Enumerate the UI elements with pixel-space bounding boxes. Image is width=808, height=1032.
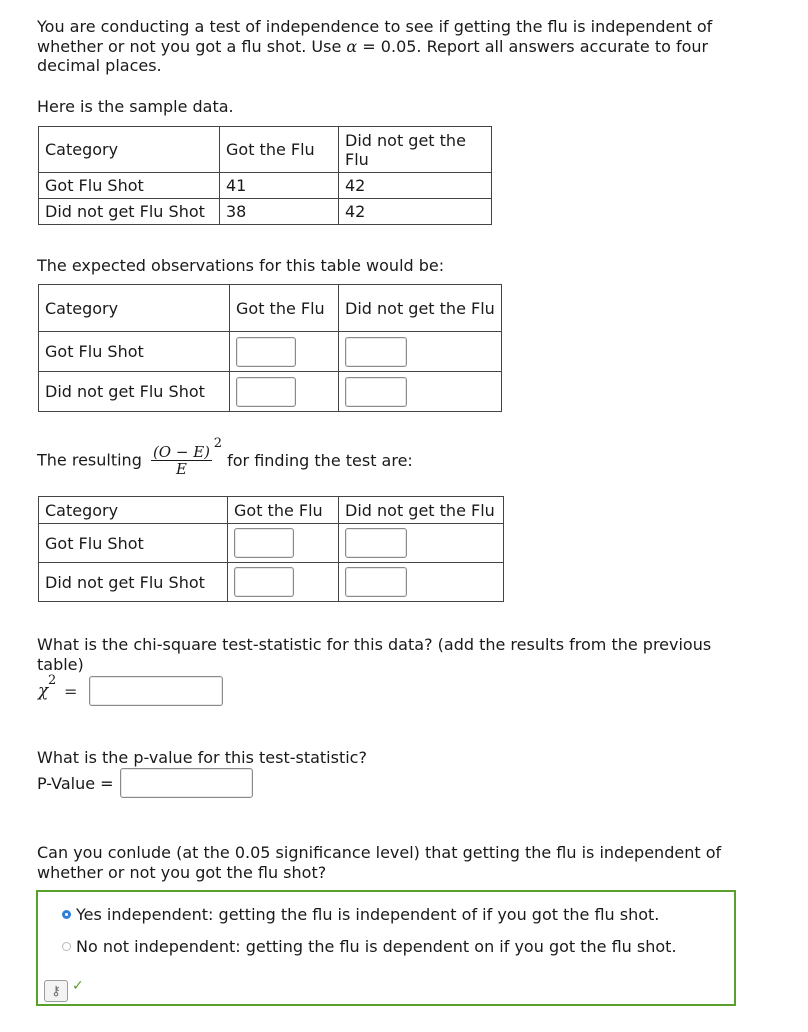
table-row [39,372,502,412]
contrib-header-got-flu: Got the Flu [228,497,339,524]
p-value-prompt: What is the p-value for this test-statistic? [37,748,367,767]
sample-header-category: Category [39,127,220,173]
sample-cell-category: Did not get Flu Shot [39,199,220,225]
sample-table [38,126,492,225]
contrib-header-category: Category [39,497,228,524]
chi-symbol: χ [38,681,49,701]
contrib-got-flu-shot-got-flu-input[interactable] [234,528,294,558]
contrib-cell-category: Did not get Flu Shot [39,563,228,602]
formula-exponent: 2 [213,436,223,451]
contrib-cell-category: Got Flu Shot [39,524,228,563]
sample-cell-not-flu: 42 [339,173,492,199]
table-row [39,332,502,372]
contrib-no-flu-shot-not-flu-input[interactable] [345,567,407,597]
expected-header-category: Category [39,285,230,332]
chi-square-prompt: What is the chi-square test-statistic for this data? (add the results from the previous table) [37,635,712,674]
expected-got-flu-shot-got-flu-input[interactable] [236,337,296,367]
expected-no-flu-shot-got-flu-input[interactable] [236,377,296,407]
option-independent-label: Yes independent: getting the flu is independent of if you got the flu shot. [76,905,660,924]
table-row [39,524,504,563]
expected-table [38,284,502,412]
question-intro: You are conducting a test of independence to see if getting the flu is independent of whether or not you got a flu shot. Use α = 0.05. Report all answers accurate to four decimal places. [37,17,713,75]
conclusion-answer-box [36,890,736,1006]
radio-selected-icon[interactable] [62,910,71,919]
sample-header-got-flu: Got the Flu [220,127,339,173]
radio-unselected-icon[interactable] [62,942,71,951]
chi-square-row [38,673,223,706]
expected-heading: The expected observations for this table would be: [37,256,445,275]
key-icon: ⚷ [51,983,61,999]
table-row [39,199,492,225]
p-value-row [37,768,253,798]
p-value-input[interactable] [120,768,253,798]
sample-cell-not-flu: 42 [339,199,492,225]
sample-cell-got-flu: 38 [220,199,339,225]
alpha-symbol: α [346,36,358,56]
key-button[interactable] [44,980,68,1002]
correct-check-icon: ✓ [72,978,84,994]
p-value-label: P-Value = [37,773,114,793]
chi-equals: = [64,681,78,701]
chi-exponent: 2 [48,673,57,688]
formula-fraction [151,436,223,478]
expected-header-got-flu: Got the Flu [230,285,339,332]
sample-cell-category: Got Flu Shot [39,173,220,199]
contrib-table [38,496,504,602]
option-independent[interactable] [62,905,659,924]
contrib-got-flu-shot-not-flu-input[interactable] [345,528,407,558]
expected-cell-category: Did not get Flu Shot [39,372,230,412]
table-row [39,563,504,602]
table-row [39,173,492,199]
expected-got-flu-shot-not-flu-input[interactable] [345,337,407,367]
expected-header-not-flu: Did not get the Flu [339,285,502,332]
option-not-independent-label: No not independent: getting the flu is dependent on if you got the flu shot. [76,937,677,956]
formula-denominator: E [176,460,187,478]
chi-square-input[interactable] [89,676,223,706]
contrib-heading: The resulting $\frac{(O - E)}{E}$ 2 for finding the test are: [37,436,413,478]
sample-header-not-flu: Did not get the Flu [339,127,492,173]
contrib-no-flu-shot-got-flu-input[interactable] [234,567,294,597]
formula-numerator: (O − E) [152,443,211,461]
sample-heading: Here is the sample data. [37,97,234,116]
conclusion-prompt: Can you conlude (at the 0.05 significance level) that getting the flu is independent of whether or not you got the flu shot? [37,843,722,882]
contrib-header-not-flu: Did not get the Flu [339,497,504,524]
expected-no-flu-shot-not-flu-input[interactable] [345,377,407,407]
expected-cell-category: Got Flu Shot [39,332,230,372]
sample-cell-got-flu: 41 [220,173,339,199]
option-not-independent[interactable] [62,937,677,956]
